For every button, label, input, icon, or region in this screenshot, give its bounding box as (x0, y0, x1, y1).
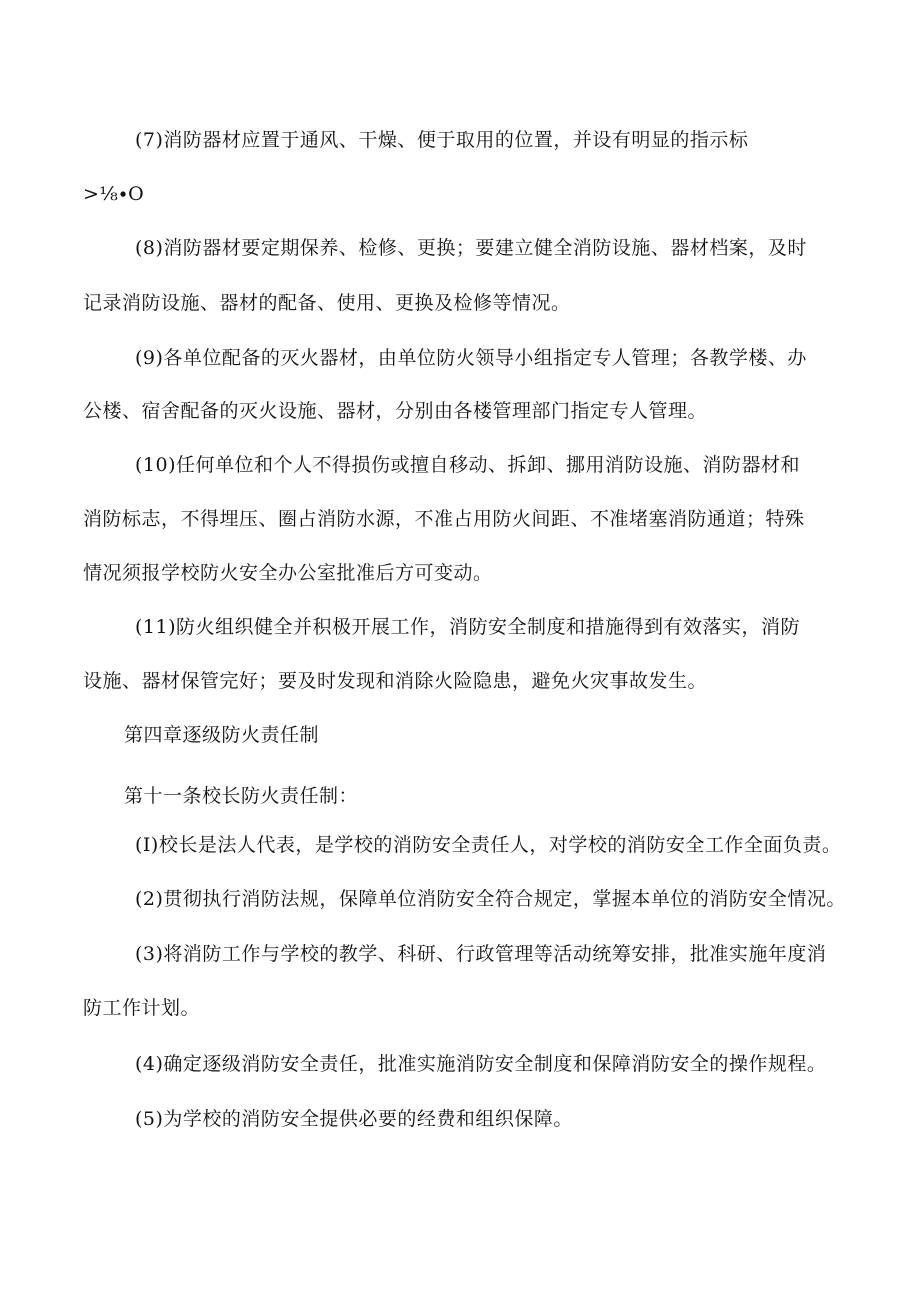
paragraph-11-line-2: 设施、器材保管完好；要及时发现和消除火险隐患，避免火灾事故发生。 (83, 670, 708, 692)
item-4: (4)确定逐级消防安全责任，批准实施消防安全制度和保障消防安全的操作规程。 (135, 1053, 827, 1075)
paragraph-8-line-1: (8)消防器材要定期保养、检修、更换；要建立健全消防设施、器材档案，及时 (135, 237, 807, 259)
item-3-line-1: (3)将消防工作与学校的教学、科研、行政管理等活动统筹安排，批准实施年度消 (135, 943, 827, 965)
paragraph-10-line-1: (10)任何单位和个人不得损伤或擅自移动、拆卸、挪用消防设施、消防器材和 (135, 454, 801, 476)
paragraph-11-line-1: (11)防火组织健全并积极开展工作，消防安全制度和措施得到有效落实，消防 (135, 616, 801, 638)
paragraph-7-line-1: (7)消防器材应置于通风、干燥、便于取用的位置，并设有明显的指示标 (135, 129, 749, 151)
paragraph-8-line-2: 记录消防设施、器材的配备、使用、更换及检修等情况。 (83, 292, 571, 314)
item-5: (5)为学校的消防安全提供必要的经费和组织保障。 (135, 1108, 573, 1130)
paragraph-10-line-3: 情况须报学校防火安全办公室批准后方可变动。 (83, 562, 493, 584)
paragraph-10-line-2: 消防标志，不得埋压、圈占消防水源，不准占用防火间距、不准堵塞消防通道；特殊 (83, 508, 805, 530)
item-2: (2)贯彻执行消防法规，保障单位消防安全符合规定，掌握本单位的消防安全情况。 (135, 888, 846, 910)
paragraph-9-line-2: 公楼、宿舍配备的灭火设施、器材，分别由各楼管理部门指定专人管理。 (83, 400, 708, 422)
item-1: (I)校长是法人代表，是学校的消防安全责任人，对学校的消防安全工作全面负责。 (135, 834, 842, 856)
item-3-line-2: 防工作计划。 (83, 997, 201, 1019)
chapter-heading: 第四章逐级防火责任制 (124, 724, 320, 746)
article-heading: 第十一条校长防火责任制： (124, 785, 359, 807)
paragraph-7-line-2: >⅛∙O (83, 183, 145, 205)
paragraph-9-line-1: (9)各单位配备的灭火器材，由单位防火领导小组指定专人管理；各教学楼、办 (135, 347, 807, 369)
